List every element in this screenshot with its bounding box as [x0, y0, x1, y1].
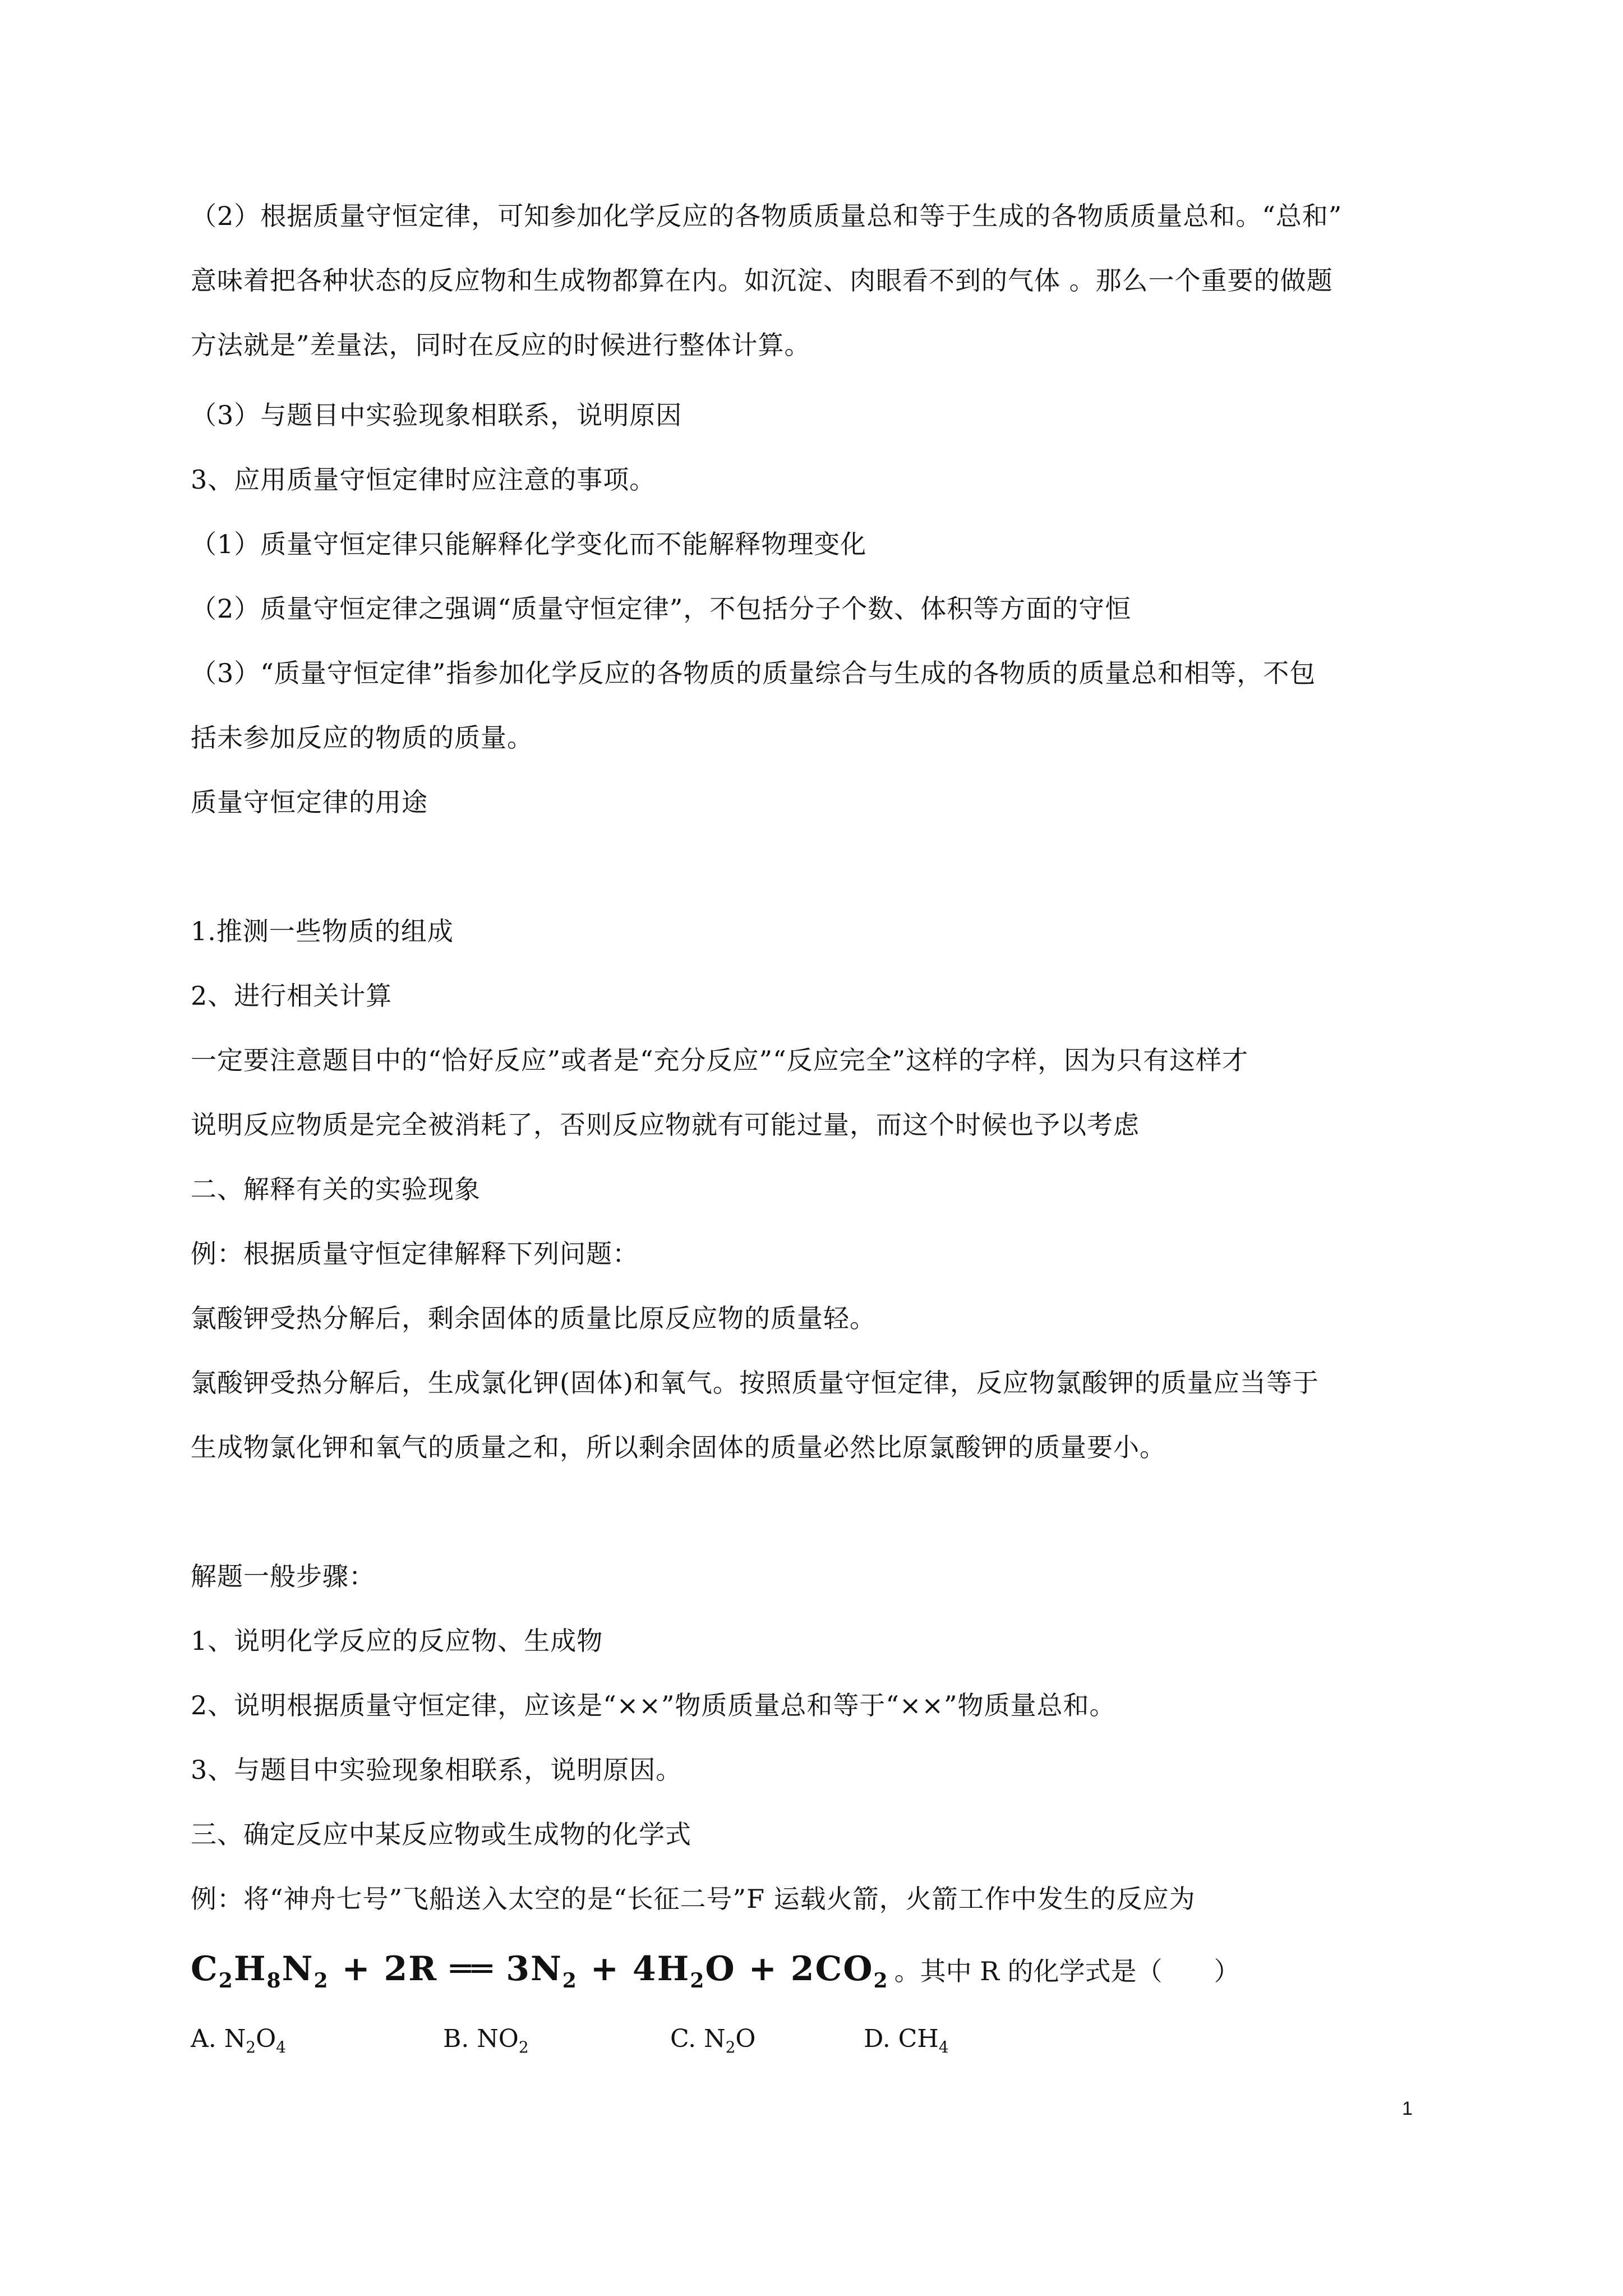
- page-number: 1: [1402, 2098, 1413, 2119]
- paragraph-line: 2、说明根据质量守恒定律，应该是“××”物质质量总和等于“××”物质量总和。: [191, 1690, 1116, 1720]
- paragraph-line: 一定要注意题目中的“恰好反应”或者是“充分反应”“反应完全”这样的字样，因为只有这样才: [191, 1045, 1249, 1075]
- paragraph-line: 例：将“神舟七号”飞船送入太空的是“长征二号”F 运载火箭，火箭工作中发生的反应为: [191, 1884, 1196, 1914]
- section-heading: 三、确定反应中某反应物或生成物的化学式: [191, 1819, 691, 1849]
- paragraph-line: 方法就是”差量法，同时在反应的时候进行整体计算。: [191, 330, 811, 360]
- paragraph-line: （3）与题目中实验现象相联系，说明原因: [191, 400, 683, 430]
- option-b: B. $NO_2$: [443, 2024, 529, 2056]
- paragraph-line: 2、进行相关计算: [191, 981, 393, 1011]
- equals-sign: ══: [450, 1949, 494, 1989]
- option-a: A. $N_2O_4$: [191, 2024, 286, 2056]
- paragraph-line: 3、应用质量守恒定律时应注意的事项。: [191, 464, 656, 495]
- paragraph-line: 氯酸钾受热分解后，生成氯化钾(固体)和氧气。按照质量守恒定律，反应物氯酸钾的质量应当等于: [191, 1368, 1319, 1398]
- paragraph-line: （2）根据质量守恒定律，可知参加化学反应的各物质质量总和等于生成的各物质质量总和。“总和”: [191, 201, 1343, 231]
- section-heading: 解题一般步骤：: [191, 1561, 375, 1591]
- paragraph-line: 意味着把各种状态的反应物和生成物都算在内。如沉淀、肉眼看不到的气体 。那么一个重要的做题: [191, 265, 1333, 296]
- paragraph-line: 生成物氯化钾和氧气的质量之和，所以剩余固体的质量必然比原氯酸钾的质量要小。: [191, 1432, 1166, 1462]
- paragraph-line: 氯酸钾受热分解后，剩余固体的质量比原反应物的质量轻。: [191, 1303, 876, 1333]
- paragraph-line: （3）“质量守恒定律”指参加化学反应的各物质的质量综合与生成的各物质的质量总和相等，不包: [191, 658, 1316, 688]
- chemical-equation: [191, 1949, 1239, 2000]
- section-heading: 质量守恒定律的用途: [191, 787, 428, 817]
- paragraph-line: 说明反应物质是完全被消耗了，否则反应物就有可能过量，而这个时候也予以考虑: [191, 1110, 1140, 1140]
- paragraph-line: 1.推测一些物质的组成: [191, 916, 454, 946]
- paragraph-line: 3、与题目中实验现象相联系，说明原因。: [191, 1755, 683, 1785]
- paragraph-line: 1、说明化学反应的反应物、生成物: [191, 1626, 603, 1656]
- paragraph-line: （2）质量守恒定律之强调“质量守恒定律”，不包括分子个数、体积等方面的守恒: [191, 593, 1132, 624]
- equation-question: 。其中 R 的化学式是（ ）: [894, 1956, 1240, 1986]
- paragraph-line: 例：根据质量守恒定律解释下列问题：: [191, 1239, 639, 1269]
- paragraph-line: （1）质量守恒定律只能解释化学变化而不能解释物理变化: [191, 529, 867, 559]
- paragraph-line: 括未参加反应的物质的质量。: [191, 723, 533, 753]
- option-c: C. $N_2O$: [670, 2024, 756, 2056]
- equation-formula: $C_2H_8N_2 + 2R$ ══ $3N_2 + 4H_2O + 2CO_2$: [191, 1949, 889, 1993]
- section-heading: 二、解释有关的实验现象: [191, 1174, 481, 1204]
- option-d: D. $CH_4$: [864, 2024, 949, 2056]
